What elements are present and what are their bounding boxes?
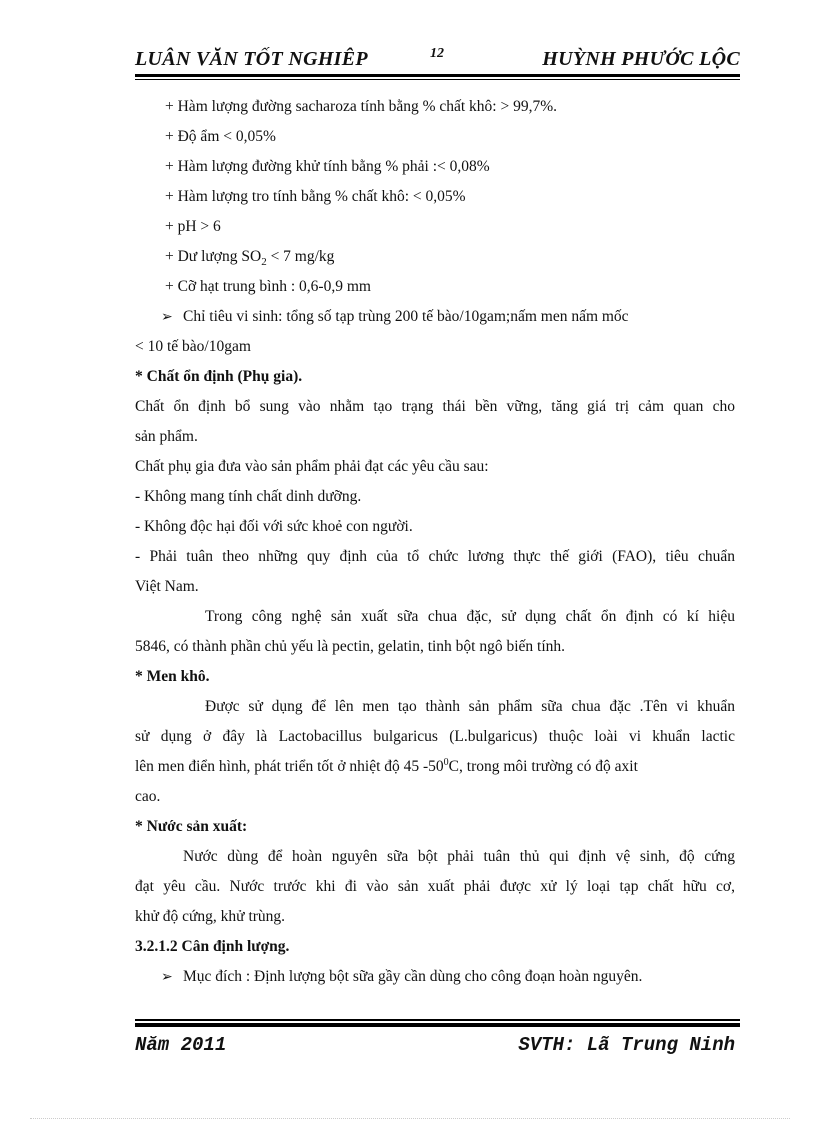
body-line [135,962,735,992]
arrow-bullet-icon: ➢ [161,970,173,985]
body-line: < 10 tế bào/10gam [135,338,251,355]
bullet-text: Mục đích : Định lượng bột sữa gầy cần dùng cho công đoạn hoàn nguyên. [183,968,643,985]
body-line [135,242,735,272]
body-line: + Hàm lượng tro tính bằng % chất khô: < 0,05% [165,188,466,205]
page-number: 12 [430,46,444,61]
footer-rule-thick [135,1023,740,1027]
header-rule-thin [135,79,740,80]
so2-subscript: 2 [261,256,267,269]
body-line: - Không độc hại đối với sức khoẻ con người. [135,518,413,535]
body-line: + pH > 6 [165,218,221,235]
section-heading: * Chất ổn định (Phụ gia). [135,368,303,385]
page-edge-divider [30,1118,790,1119]
section-heading: 3.2.1.2 Cân định lượng. [135,938,290,955]
body-line [135,302,735,332]
body-line: + Cỡ hạt trung bình : 0,6-0,9 mm [165,278,371,295]
body-line: + Hàm lượng đường khử tính bằng % phải :< 0,08% [165,158,490,175]
body-line: 5846, có thành phần chủ yếu là pectin, gelatin, tinh bột ngô biến tính. [135,638,566,655]
so2-text-a: + Dư lượng SO [165,248,262,265]
footer-year: Năm 2011 [135,1034,227,1056]
page-body [135,92,735,992]
body-line: Nước dùng để hoàn nguyên sữa bột phải tuân thủ qui định vệ sinh, độ cứng [183,848,735,865]
so2-text-b: < 7 mg/kg [266,248,335,265]
bullet-text: Chỉ tiêu vi sinh: tổng số tạp trùng 200 tế bào/10gam;nấm men nấm mốc [183,308,629,325]
footer-rule-thin [135,1019,740,1021]
temp-text-a: lên men điển hình, phát triển tốt ở nhiệt độ 45 -50 [135,758,444,775]
arrow-bullet-icon: ➢ [161,310,173,325]
body-line: Chất ổn định bổ sung vào nhằm tạo trạng thái bền vững, tăng giá trị cảm quan cho [135,398,735,415]
body-line: - Không mang tính chất dinh dưỡng. [135,488,362,505]
footer-student: SVTH: Lã Trung Ninh [518,1034,735,1056]
body-line: cao. [135,788,161,805]
body-line: đạt yêu cầu. Nước trước khi đi vào sản xuất phải được xử lý loại tạp chất hữu cơ, [135,878,735,895]
body-line: sản phẩm. [135,428,198,445]
temp-text-b: C, trong môi trường có độ axit [448,758,638,775]
header-thesis-title: LUÂN VĂN TỐT NGHIÊP [135,48,368,70]
body-line: khử độ cứng, khử trùng. [135,908,286,925]
body-line: Việt Nam. [135,578,199,595]
degree-superscript: 0 [443,756,449,768]
section-heading: * Nước sản xuất: [135,818,248,835]
body-line: Trong công nghệ sản xuất sữa chua đặc, sử dụng chất ổn định có kí hiệu [205,608,735,625]
body-line: Được sử dụng để lên men tạo thành sản phẩm sữa chua đặc .Tên vi khuẩn [205,698,735,715]
body-line: sử dụng ở đây là Lactobacillus bulgaricus (L.bulgaricus) thuộc loài vi khuẩn lactic [135,728,735,745]
body-line: - Phải tuân theo những quy định của tổ chức lương thực thế giới (FAO), tiêu chuẩn [135,548,735,565]
body-line [135,752,735,782]
body-line: + Hàm lượng đường sacharoza tính bằng % chất khô: > 99,7%. [165,98,558,115]
body-line: + Độ ẩm < 0,05% [165,128,276,145]
header-author: HUỲNH PHƯỚC LỘC [542,48,740,70]
header-rule-thick [135,74,740,77]
body-line: Chất phụ gia đưa vào sản phẩm phải đạt các yêu cầu sau: [135,458,489,475]
section-heading: * Men khô. [135,668,210,685]
